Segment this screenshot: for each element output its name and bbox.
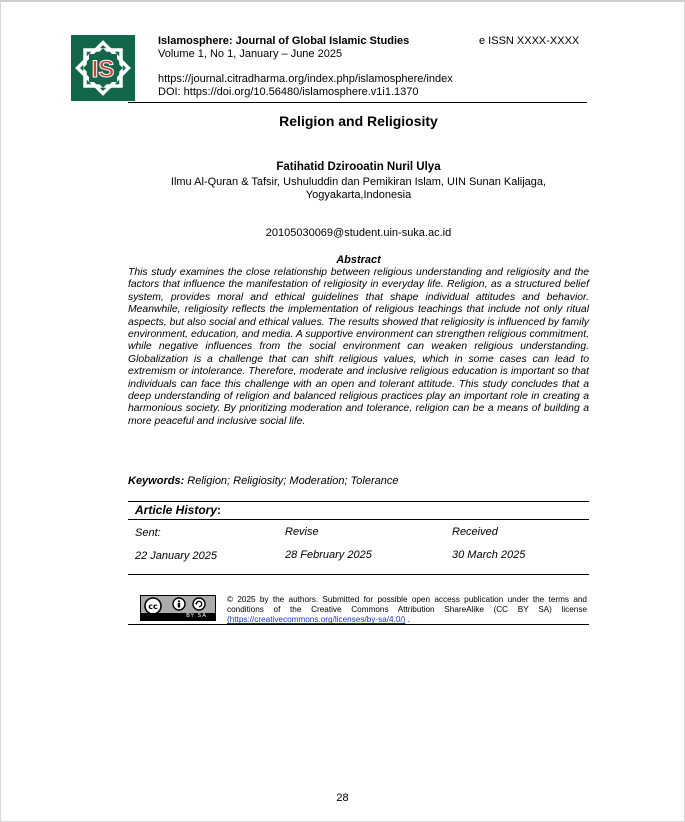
page-number: 28 <box>336 792 349 804</box>
header-divider <box>128 102 587 103</box>
doi: DOI: https://doi.org/10.56480/islamosphere.v1i1.1370 <box>158 86 419 98</box>
cc-by-sa-badge <box>140 595 216 621</box>
journal-title: Islamosphere: Journal of Global Islamic Studies <box>158 35 410 47</box>
journal-logo <box>71 35 135 101</box>
history-heading-colon: : <box>217 503 222 517</box>
abstract-heading: Abstract <box>336 254 381 266</box>
received-label: Received <box>452 526 498 538</box>
revise-label: Revise <box>285 526 319 538</box>
license-rule <box>128 624 589 625</box>
history-bottom-rule <box>128 574 589 575</box>
license-text <box>227 595 587 626</box>
svg-text:cc: cc <box>148 602 158 611</box>
keywords-values: Religion; Religiosity; Moderation; Tolerance <box>184 475 399 487</box>
cc-badge-text: BY SA <box>141 613 215 620</box>
received-date: 30 March 2025 <box>452 549 526 561</box>
abstract-text: This study examines the close relationship between religious understanding and religiosity and the factors that influence the manifestation of religiosity in everyday life. Religion, as a structured belief system, provides moral and ethical guidelines that shape individual attitudes and behavior. Meanwhile, religiosity reflects the implementation of religious teachings that include not only ritual aspects, but also social and ethical values. The results showed that religiosity is influenced by family environment, education, and media. A supportive environment can strengthen religious commitment, while negative influences from the social environment can weaken religious understanding. Globalization is a challenge that can shift religious values, which in some cases can lead to extremism or intolerance. Therefore, moderate and inclusive religious education is important so that individuals can face this challenge with an open and tolerant attitude. This study concludes that a deep understanding of religion and balanced religious practices play an important role in creating a harmonious society. By prioritizing moderation and tolerance, religion can be a means of building a more peaceful and inclusive social life. <box>128 267 589 427</box>
history-heading <box>135 503 221 517</box>
keywords <box>128 475 398 487</box>
license-tail: . <box>405 615 410 625</box>
cc-license-icon <box>141 596 215 614</box>
affiliation-line-1: Ilmu Al-Quran & Tafsir, Ushuluddin dan Pemikiran Islam, UIN Sunan Kalijaga, <box>170 176 547 188</box>
revise-date: 28 February 2025 <box>285 549 372 561</box>
affiliation-line-2: Yogyakarta,Indonesia <box>305 189 412 201</box>
journal-url: https://journal.citradharma.org/index.php/islamosphere/index <box>158 73 453 85</box>
history-top-rule <box>128 501 589 502</box>
keywords-label: Keywords: <box>128 475 185 487</box>
history-heading-rule <box>128 519 589 520</box>
history-heading-text: Article History <box>135 503 218 517</box>
author-name: Fatihatid Dzirooatin Nuril Ulya <box>276 161 441 173</box>
sent-label: Sent: <box>135 527 161 539</box>
license-statement: © 2025 by the authors. Submitted for possible open access publication under the terms and conditions of the Creative Commons Attribution ShareAlike (CC BY SA) license <box>227 595 587 615</box>
issn: e ISSN XXXX-XXXX <box>479 35 580 47</box>
sent-date: 22 January 2025 <box>135 550 217 562</box>
svg-text:IS: IS <box>91 56 115 83</box>
logo-star-icon <box>71 35 135 101</box>
article-title: Religion and Religiosity <box>279 113 438 129</box>
license-link[interactable]: (https://creativecommons.org/licenses/by-sa/4.0/) <box>227 615 406 625</box>
volume-issue: Volume 1, No 1, January – June 2025 <box>158 48 343 60</box>
author-email: 20105030069@student.uin-suka.ac.id <box>265 227 452 239</box>
